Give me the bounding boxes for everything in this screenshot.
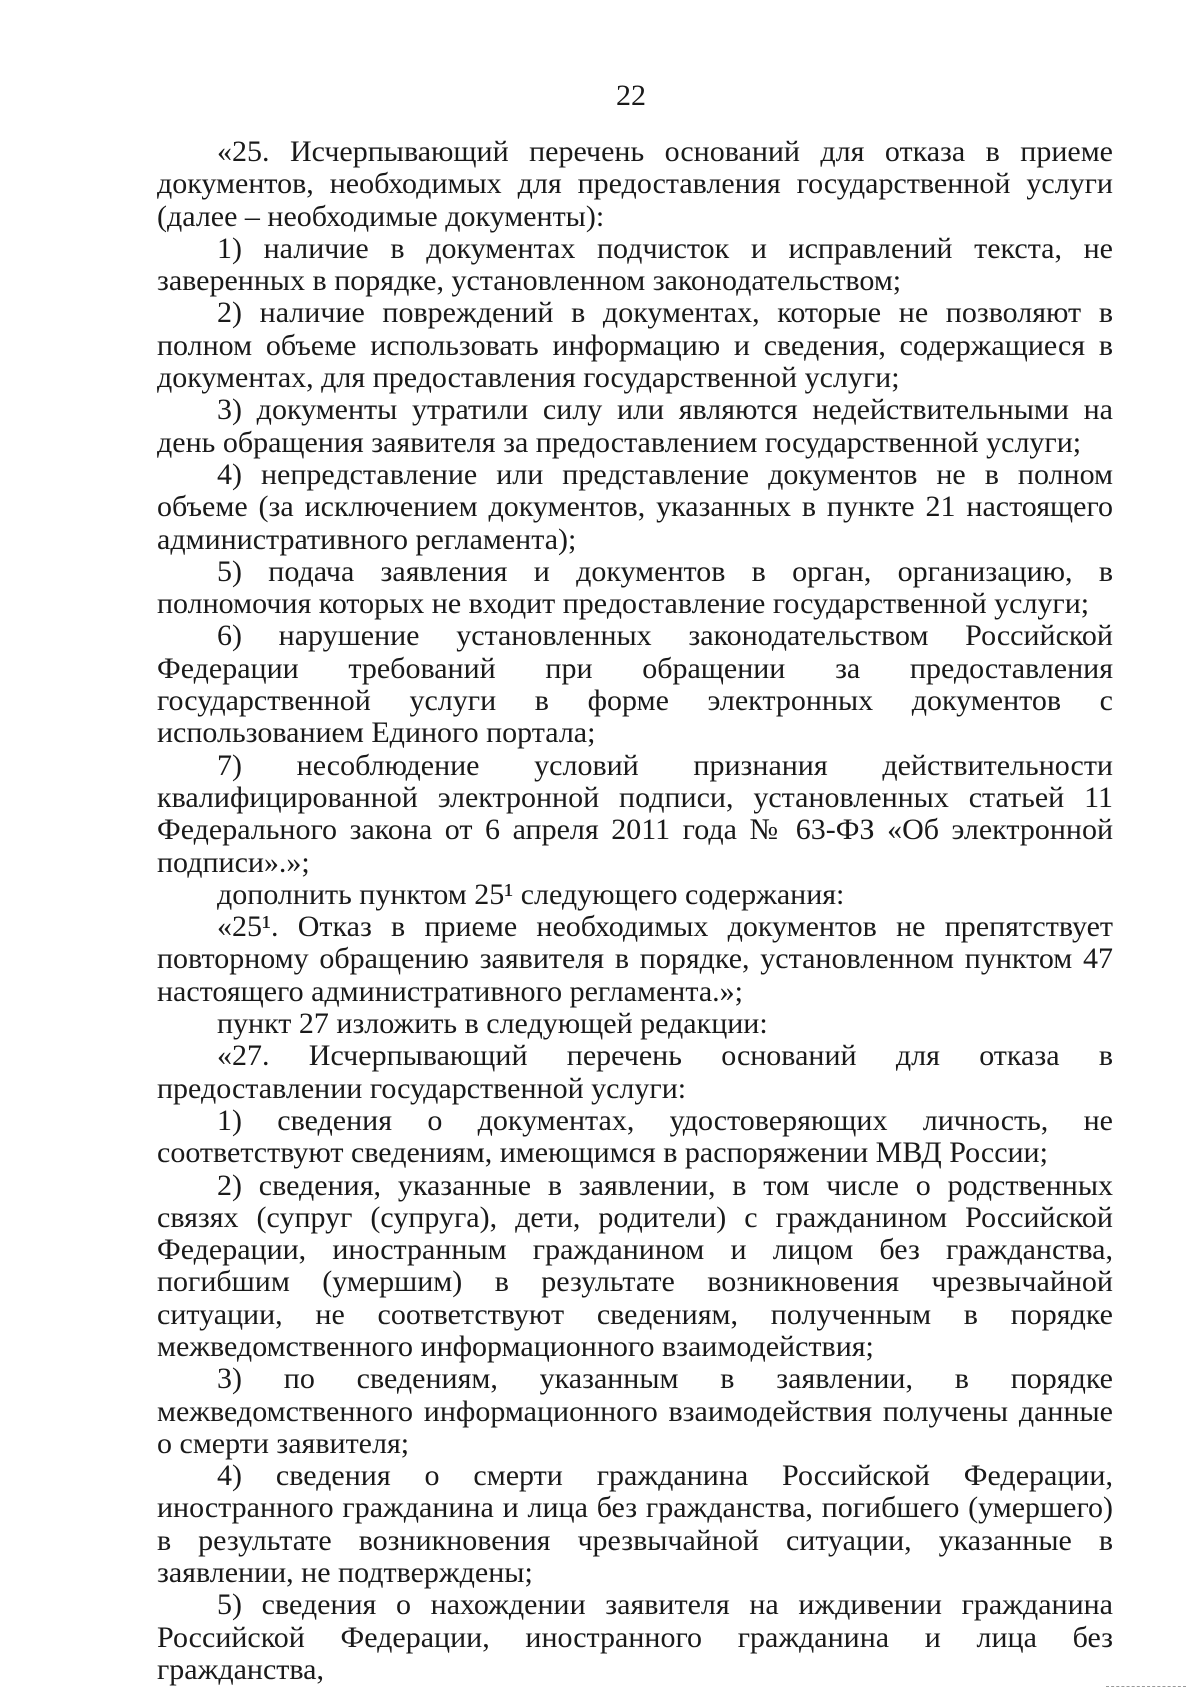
list-item-25-3: 3) документы утратили силу или являются недействительными на день обращения заявителя за предоставлением государственной услуги; [157, 393, 1113, 459]
list-item-25-1: 1) наличие в документах подчисток и исправлений текста, не заверенных в порядке, установленном законодательством; [157, 231, 1113, 298]
list-item-25-2: 2) наличие повреждений в документах, которые не позволяют в полном объеме использовать информацию и сведения, содержащиеся в документах, для предоставления государственной услуги; [157, 296, 1113, 395]
list-item-27-4: 4) сведения о смерти гражданина Российской Федерации, иностранного гражданина и лица без гражданства, погибшего (умершего) в результате возникновения чрезвычайной ситуации, указанные в заявлении, не подтверждены; [157, 1459, 1113, 1590]
list-item-25-5: 5) подача заявления и документов в орган, организацию, в полномочия которых не входит предоставление государственной услуги; [157, 554, 1113, 621]
amendment-add-25-1: дополнить пунктом 25¹ следующего содержания: [217, 877, 845, 911]
paragraph-25-1: «25¹. Отказ в приеме необходимых документов не препятствует повторному обращению заявителя в порядке, установленном пунктом 47 настоящего административного регламента.»; [157, 910, 1113, 1008]
amendment-replace-27: пункт 27 изложить в следующей редакции: [217, 1007, 768, 1041]
list-item-25-6: 6) нарушение установленных законодательством Российской Федерации требований при обращении за предоставления государственной услуги в форме электронных документов с использованием Единого портала; [157, 619, 1113, 750]
document-body [157, 136, 1113, 1686]
page-number: 22 [616, 79, 646, 112]
list-item-27-3: 3) по сведениям, указанным в заявлении, в порядке межведомственного информационного взаимодействия получены данные о смерти заявителя; [157, 1362, 1113, 1460]
paragraph-27-intro: «27. Исчерпывающий перечень оснований для отказа в предоставлении государственной услуги: [157, 1039, 1113, 1105]
list-item-27-5: 5) сведения о нахождении заявителя на иждивении гражданина Российской Федерации, иностранного гражданина и лица без гражданства, [157, 1588, 1113, 1686]
list-item-25-4: 4) непредставление или представление документов не в полном объеме (за исключением документов, указанных в пункте 21 настоящего административного регламента); [157, 457, 1113, 556]
list-item-25-7: 7) несоблюдение условий признания действительности квалифицированной электронной подписи, установленных статьей 11 Федерального закона от 6 апреля 2011 года № 63-ФЗ «Об электронной подписи».»; [157, 748, 1113, 879]
scan-edge-mark [1106, 1686, 1186, 1688]
paragraph-25-intro: «25. Исчерпывающий перечень оснований для отказа в приеме документов, необходимых для предоставления государственной услуги (далее – необходимые документы): [157, 135, 1113, 233]
list-item-27-1: 1) сведения о документах, удостоверяющих личность, не соответствуют сведениям, имеющимся в распоряжении МВД России; [157, 1103, 1113, 1170]
list-item-27-2: 2) сведения, указанные в заявлении, в том числе о родственных связях (супруг (супруга), дети, родители) с гражданином Российской Федерации, иностранным гражданином и лицом без гражданства, погибшим (умершим) в результате возникновения чрезвычайной ситуации, не соответствуют сведениям, полученным в порядке межведомственного информационного взаимодействия; [157, 1168, 1113, 1363]
